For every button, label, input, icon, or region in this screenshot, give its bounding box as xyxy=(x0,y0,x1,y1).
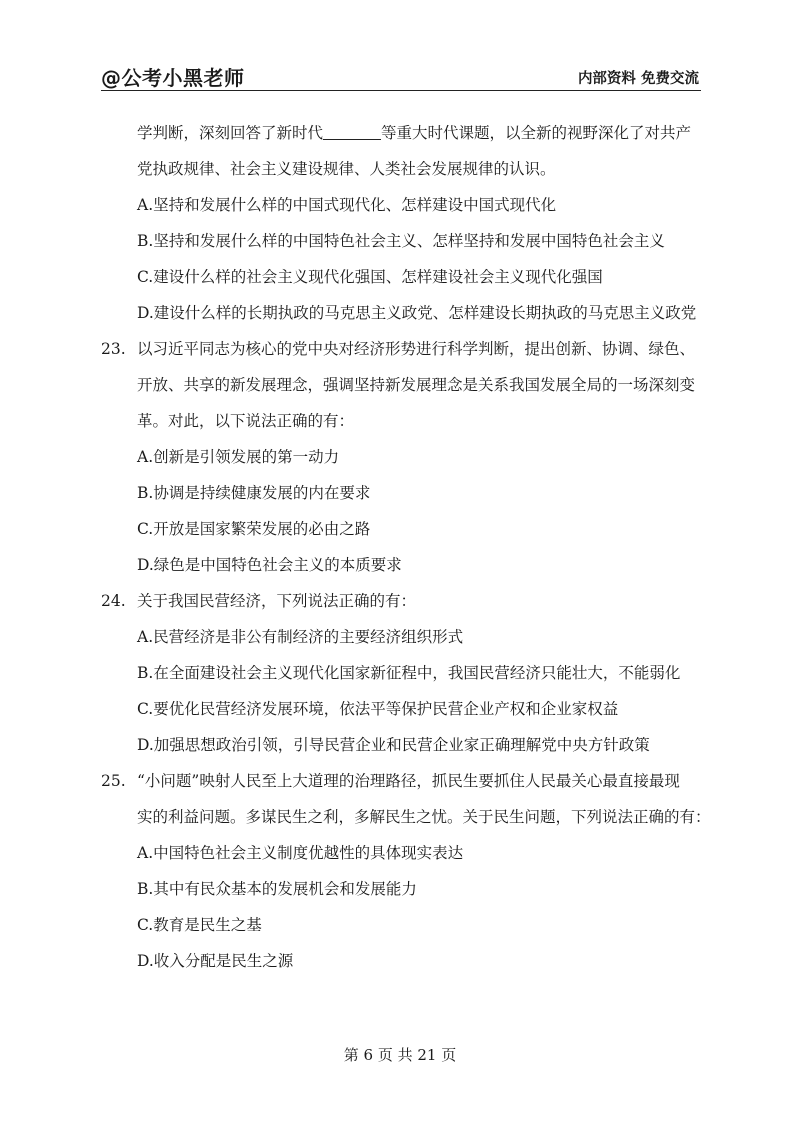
question-22-option-a: A.坚持和发展什么样的中国式现代化、怎样建设中国式现代化 xyxy=(137,196,557,214)
page-footer xyxy=(0,1044,800,1065)
question-22-text-a: 学判断，深刻回答了新时代 xyxy=(137,124,324,142)
question-23-option-b: B.协调是持续健康发展的内在要求 xyxy=(137,484,371,502)
fill-blank xyxy=(323,123,381,140)
question-23-text-line: 革。对此，以下说法正确的有： xyxy=(137,412,355,430)
question-22-text-line xyxy=(101,115,701,151)
header-brand: @公考小黑老师 xyxy=(101,66,245,90)
question-number: 25. xyxy=(101,772,126,790)
question-23-text: 以习近平同志为核心的党中央对经济形势进行科学判断，提出创新、协调、绿色、 xyxy=(137,340,696,358)
question-24-option-b: B.在全面建设社会主义现代化国家新征程中，我国民营经济只能壮大，不能弱化 xyxy=(137,664,681,682)
question-25-option-b: B.其中有民众基本的发展机会和发展能力 xyxy=(137,880,417,898)
question-25-option-c: C.教育是民生之基 xyxy=(137,916,262,934)
question-24-option-a: A.民营经济是非公有制经济的主要经济组织形式 xyxy=(137,628,464,646)
question-23-option-a: A.创新是引领发展的第一动力 xyxy=(137,448,340,466)
question-24-option-c: C.要优化民营经济发展环境，依法平等保护民营企业产权和企业家权益 xyxy=(137,700,619,718)
question-number: 24. xyxy=(101,592,126,610)
question-22-option-c: C.建设什么样的社会主义现代化强国、怎样建设社会主义现代化强国 xyxy=(137,268,603,286)
question-24-text: 关于我国民营经济，下列说法正确的有： xyxy=(137,592,417,610)
question-24-text-line xyxy=(101,583,701,619)
question-22-text-b: 等重大时代课题，以全新的视野深化了对共产 xyxy=(381,124,692,142)
page-number: 第 6 页 共 21 页 xyxy=(343,1046,457,1064)
question-25-text-line: 实的利益问题。多谋民生之利，多解民生之忧。关于民生问题，下列说法正确的有： xyxy=(137,808,711,826)
question-number: 23. xyxy=(101,340,126,358)
question-24 xyxy=(101,583,701,763)
question-23-text-line: 开放、共享的新发展理念，强调坚持新发展理念是关系我国发展全局的一场深刻变 xyxy=(137,376,696,394)
question-22-text-line: 党执政规律、社会主义建设规律、人类社会发展规律的认识。 xyxy=(137,160,556,178)
question-25-text-line xyxy=(101,763,701,799)
question-23-option-c: C.开放是国家繁荣发展的必由之路 xyxy=(137,520,371,538)
question-25-option-d: D.收入分配是民生之源 xyxy=(137,952,294,970)
header-note: 内部资料 免费交流 xyxy=(577,71,699,87)
question-22-option-b: B.坚持和发展什么样的中国特色社会主义、怎样坚持和发展中国特色社会主义 xyxy=(137,232,665,250)
page-header xyxy=(101,60,701,91)
document-body xyxy=(101,115,711,979)
question-23-text-line xyxy=(101,331,701,367)
question-22 xyxy=(101,115,701,331)
question-25 xyxy=(101,763,711,979)
question-24-option-d: D.加强思想政治引领，引导民营企业和民营企业家正确理解党中央方针政策 xyxy=(137,736,650,754)
question-25-text: “小问题”映射人民至上大道理的治理路径，抓民生要抓住人民最关心最直接最现 xyxy=(137,772,680,790)
question-22-option-d: D.建设什么样的长期执政的马克思主义政党、怎样建设长期执政的马克思主义政党 xyxy=(137,304,697,322)
question-25-option-a: A.中国特色社会主义制度优越性的具体现实表达 xyxy=(137,844,464,862)
question-23 xyxy=(101,331,701,583)
question-23-option-d: D.绿色是中国特色社会主义的本质要求 xyxy=(137,556,402,574)
